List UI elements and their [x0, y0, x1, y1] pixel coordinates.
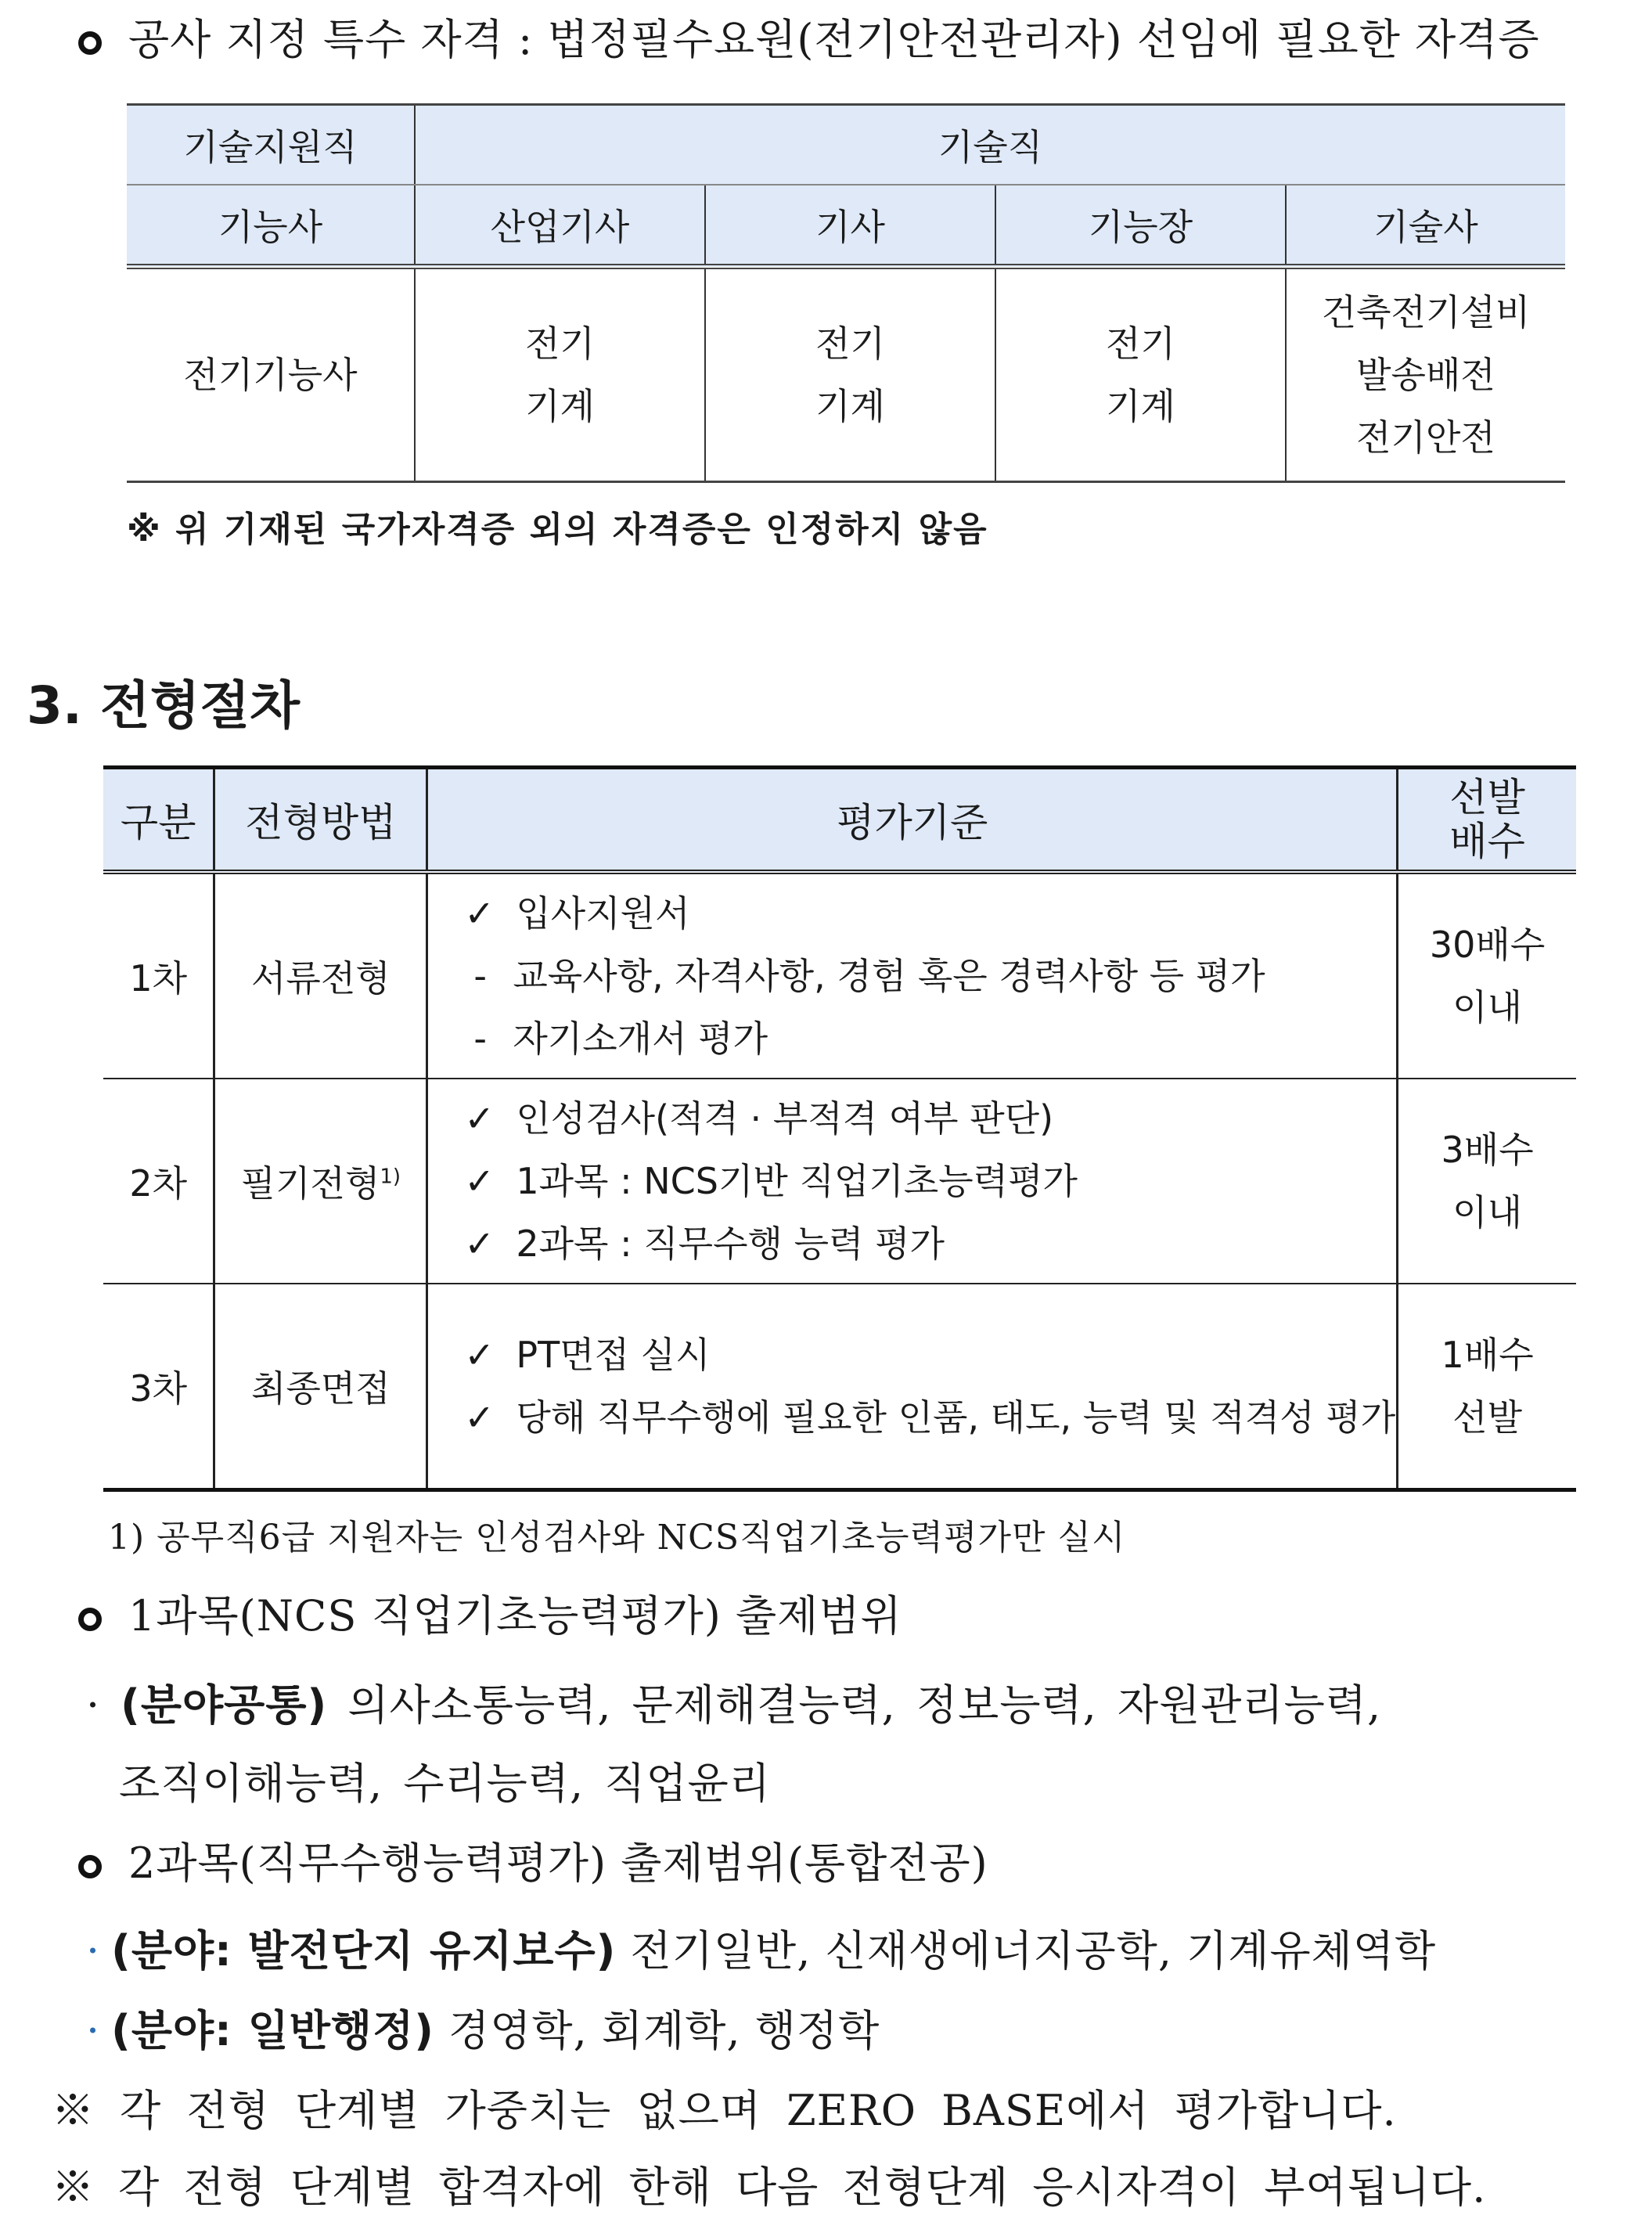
footnote-marker: 1): [380, 1165, 401, 1189]
note-eligibility: ※ 각 전형 단계별 합격자에 한해 다음 전형단계 응시자격이 부여됩니다.: [52, 2163, 1487, 2212]
criteria-check-item: [464, 882, 1395, 945]
criteria-check-item: [464, 1386, 1395, 1449]
header-method: 전형방법: [214, 768, 427, 873]
ratio-text: 이내: [1452, 986, 1523, 1028]
cell-craftsman: [127, 267, 415, 482]
subject2-item-2: [86, 1997, 880, 2058]
method-text: 최종면접: [250, 1367, 391, 1410]
cell-method: [214, 872, 427, 1079]
criteria-text: 인성검사(적격 · 부적격 여부 판단): [516, 1097, 1054, 1140]
checkmark-icon: ✓: [464, 1334, 495, 1376]
subject1-title: 1과목(NCS 직업기초능력평가) 출제범위: [128, 1591, 902, 1641]
criteria-check-item: [464, 1324, 1395, 1386]
cell-method: [214, 1079, 427, 1284]
ratio-text: 이내: [1452, 1191, 1523, 1234]
criteria-sub-item: [464, 945, 1395, 1007]
cell-text: 전기안전: [1356, 416, 1495, 459]
header-master-craftsman: 기능장: [995, 185, 1286, 267]
header-ratio: [1398, 768, 1576, 873]
ratio-text: 3배수: [1441, 1129, 1534, 1171]
cell-stage: 1차: [103, 872, 214, 1079]
checkmark-icon: ✓: [464, 892, 495, 935]
qualification-heading-text: 공사 지정 특수 자격 : 법정필수요원(전기안전관리자) 선임에 필요한 자격증: [128, 15, 1540, 64]
subject2-item-label: (분야: 발전단지 유지보수): [111, 1926, 617, 1975]
cell-text: 전기: [815, 322, 885, 365]
cell-text: 전기: [525, 322, 595, 365]
criteria-check-item: [464, 1212, 1395, 1275]
subject2-item-text: 경영학, 회계학, 행정학: [448, 2006, 880, 2055]
criteria-text: 2과목 : 직무수행 능력 평가: [516, 1223, 945, 1265]
dot-bullet-icon: ·: [86, 1926, 101, 1975]
selection-process-table: [103, 765, 1576, 1492]
subject2-item-text: 전기일반, 신재생에너지공학, 기계유체역학: [630, 1926, 1437, 1975]
checkmark-icon: ✓: [464, 1097, 495, 1140]
subject2-title: 2과목(직무수행능력평가) 출제범위(통합전공): [128, 1839, 988, 1888]
checkmark-icon: ✓: [464, 1396, 495, 1439]
method-text: 필기전형: [240, 1162, 380, 1205]
cell-ratio: [1398, 1284, 1576, 1490]
circle-bullet-icon: [78, 31, 102, 55]
cell-criteria: [427, 1079, 1398, 1284]
ratio-text: 1배수: [1441, 1334, 1534, 1376]
header-professional-engineer: 기술사: [1286, 185, 1565, 267]
cell-criteria: [427, 1284, 1398, 1490]
criteria-text: 교육사항, 자격사항, 경험 혹은 경력사항 등 평가: [513, 955, 1265, 997]
cell-text: 건축전기설비: [1321, 291, 1531, 333]
footnote: 1) 공무직6급 지원자는 인성검사와 NCS직업기초능력평가만 실시: [108, 1518, 1126, 1558]
header-division: 구분: [103, 768, 214, 873]
qualification-table: [127, 103, 1565, 483]
dash-icon: -: [473, 1017, 487, 1060]
cell-text: 전기: [1106, 322, 1175, 365]
criteria-text: 자기소개서 평가: [513, 1017, 768, 1060]
cell-ratio: [1398, 1079, 1576, 1284]
subject2-heading: [78, 1830, 988, 1890]
qualification-note: ※ 위 기재된 국가자격증 외의 자격증은 인정하지 않음: [127, 510, 988, 549]
criteria-text: PT면접 실시: [516, 1334, 711, 1376]
dot-bullet-icon: ·: [86, 2006, 101, 2055]
criteria-text: 당해 직무수행에 필요한 인품, 태도, 능력 및 적격성 평가: [516, 1396, 1396, 1439]
cell-text: 전기기능사: [183, 354, 358, 396]
checkmark-icon: ✓: [464, 1160, 495, 1202]
header-tech-support: 기술지원직: [127, 105, 415, 185]
criteria-check-item: [464, 1087, 1395, 1150]
cell-text: 기계: [815, 385, 885, 427]
header-craftsman: 기능사: [127, 185, 415, 267]
dash-icon: -: [473, 955, 487, 997]
circle-bullet-icon: [78, 1855, 102, 1878]
circle-bullet-icon: [78, 1608, 102, 1631]
subject1-label: (분야공통): [121, 1680, 328, 1730]
cell-master-craftsman: [995, 267, 1286, 482]
cell-criteria: [427, 872, 1398, 1079]
cell-stage: 2차: [103, 1079, 214, 1284]
ratio-text: 선발: [1452, 1396, 1523, 1439]
header-ratio-line2: 배수: [1449, 819, 1525, 864]
cell-stage: 3차: [103, 1284, 214, 1490]
cell-ratio: [1398, 872, 1576, 1079]
cell-professional-engineer: [1286, 267, 1565, 482]
qualification-heading: [78, 6, 1540, 67]
cell-text: 발송배전: [1356, 354, 1495, 396]
header-industrial-engineer: 산업기사: [415, 185, 705, 267]
header-engineer: 기사: [705, 185, 995, 267]
method-text: 서류전형: [250, 957, 391, 999]
ratio-text: 30배수: [1429, 924, 1546, 966]
cell-text: 기계: [1106, 385, 1175, 427]
note-weighting: ※ 각 전형 단계별 가중치는 없으며 ZERO BASE에서 평가합니다.: [52, 2086, 1397, 2135]
cell-industrial-engineer: [415, 267, 705, 482]
subject1-heading: [78, 1583, 902, 1643]
subject1-text-a: 의사소통능력, 문제해결능력, 정보능력, 자원관리능력,: [347, 1680, 1382, 1730]
process-row: [103, 872, 1576, 1079]
subject1-line2: 조직이해능력, 수리능력, 직업윤리: [119, 1759, 771, 1808]
criteria-text: 입사지원서: [516, 892, 690, 935]
cell-method: [214, 1284, 427, 1490]
dot-bullet-icon: ·: [86, 1680, 101, 1730]
cell-engineer: [705, 267, 995, 482]
subject2-item-1: [86, 1918, 1436, 1978]
criteria-sub-item: [464, 1007, 1395, 1070]
process-row: [103, 1284, 1576, 1490]
header-tech: 기술직: [415, 105, 1565, 185]
header-ratio-line1: 선발: [1449, 775, 1525, 820]
criteria-text: 1과목 : NCS기반 직업기초능력평가: [516, 1160, 1078, 1202]
process-row: [103, 1079, 1576, 1284]
header-criteria: 평가기준: [427, 768, 1398, 873]
section-title: 3. 전형절차: [27, 675, 300, 736]
subject1-line1: [86, 1672, 1381, 1732]
cell-text: 기계: [525, 385, 595, 427]
checkmark-icon: ✓: [464, 1223, 495, 1265]
criteria-check-item: [464, 1150, 1395, 1212]
subject2-item-label: (분야: 일반행정): [111, 2006, 434, 2055]
